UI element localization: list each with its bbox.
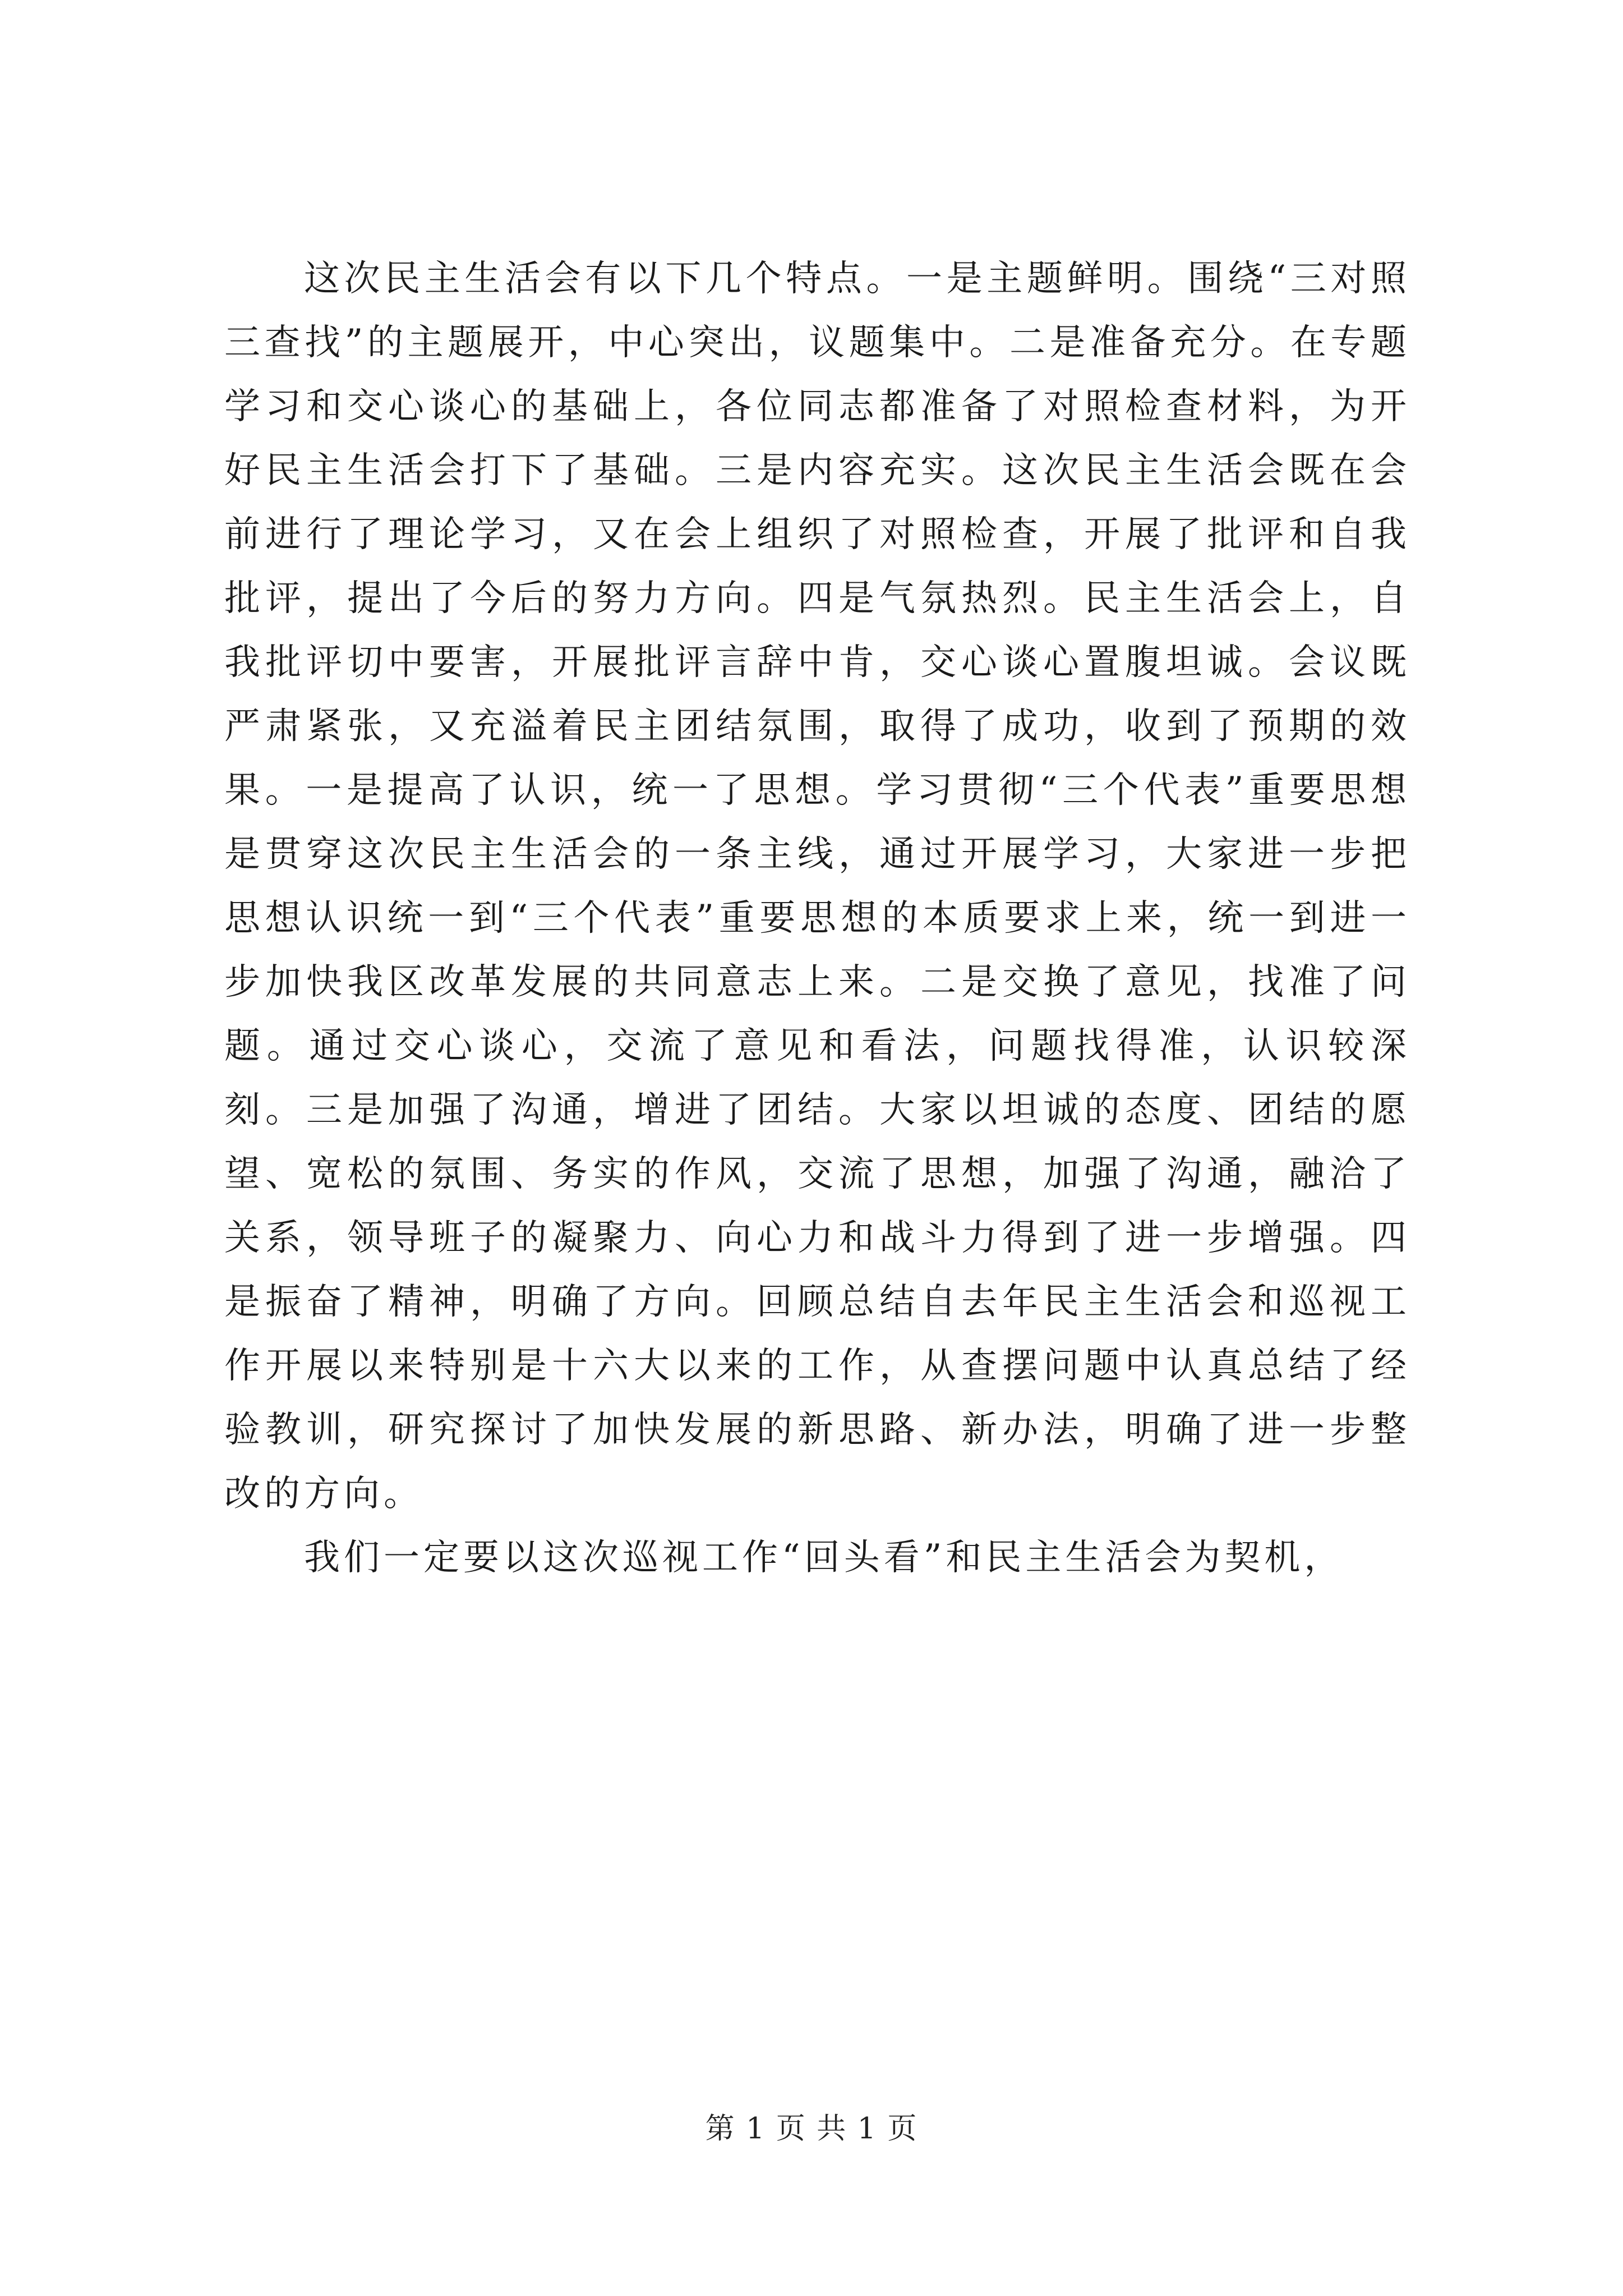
paragraph-1: 这次民主生活会有以下几个特点。一是主题鲜明。围绕“三对照三查找”的主题展开，中心突出，议题集中。二是准备充分。在专题学习和交心谈心的基础上，各位同志都准备了对照检查材料，为开好民主生活会打下了基础。三是内容充实。这次民主生活会既在会前进行了理论学习，又在会上组织了对照检查，开展了批评和自我批评，提出了今后的努力方向。四是气氛热烈。民主生活会上，自我批评切中要害，开展批评言辞中肯，交心谈心置腹坦诚。会议既严肃紧张，又充溢着民主团结氛围，取得了成功，收到了预期的效果。一是提高了认识，统一了思想。学习贯彻“三个代表”重要思想是贯穿这次民主生活会的一条主线，通过开展学习，大家进一步把思想认识统一到“三个代表”重要思想的本质要求上来，统一到进一步加快我区改革发展的共同意志上来。二是交换了意见，找准了问题。通过交心谈心，交流了意见和看法，问题找得准，认识较深刻。三是加强了沟通，增进了团结。大家以坦诚的态度、团结的愿望、宽松的氛围、务实的作风，交流了思想，加强了沟通，融洽了关系，领导班子的凝聚力、向心力和战斗力得到了进一步增强。四是振奋了精神，明确了方向。回顾总结自去年民主生活会和巡视工作开展以来特别是十六大以来的工作，从查摆问题中认真总结了经验教训，研究探讨了加快发展的新思路、新办法，明确了进一步整改的方向。: [224, 258, 1410, 1515]
document-body: [224, 247, 1410, 1590]
page-number-footer: 第 1 页 共 1 页: [705, 2112, 918, 2146]
paragraph-2: 我们一定要以这次巡视工作“回头看”和民主生活会为契机，: [304, 1537, 1344, 1579]
